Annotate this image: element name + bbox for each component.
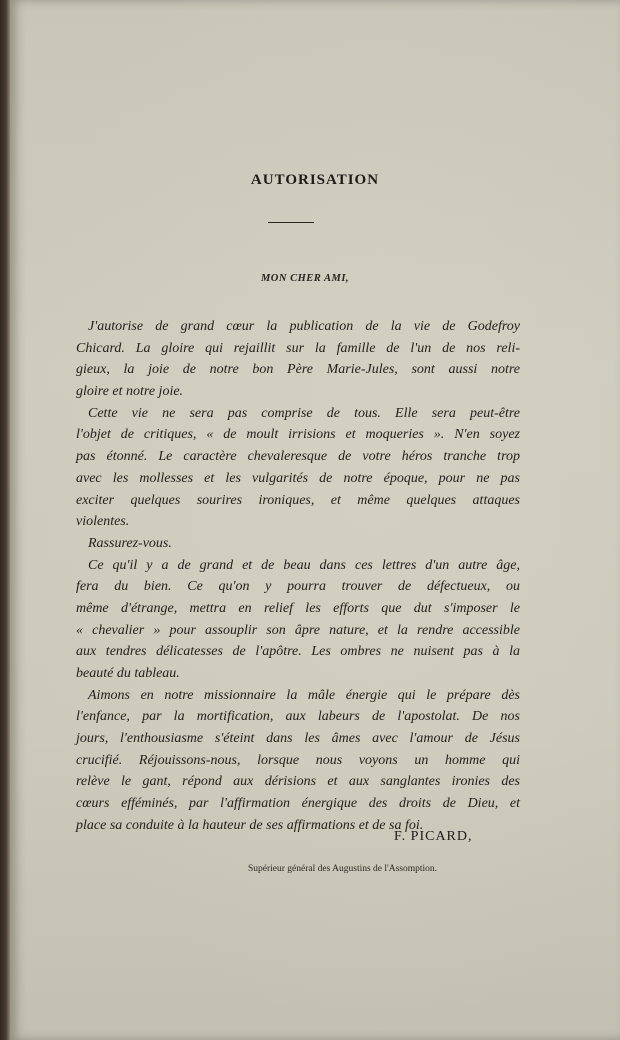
letter-line: avec les mollesses et les vulgarités de notre époque, pour ne pas (76, 470, 520, 486)
letter-body (76, 316, 520, 837)
letter-line: Aimons en notre missionnaire la mâle énergie qui le prépare dès (88, 687, 520, 703)
title-divider (268, 222, 314, 223)
letter-line: violentes. (76, 514, 130, 530)
signature: F. PICARD, (394, 829, 473, 844)
letter-line: Cette vie ne sera pas comprise de tous. Elle sera peut-être (88, 405, 520, 421)
letter-line: fera du bien. Ce qu'on y pourra trouver de défectueux, ou (76, 579, 520, 595)
letter-line: l'objet de critiques, « de moult irrisions et moqueries ». N'en soyez (76, 427, 520, 443)
letter-line: gieux, la joie de notre bon Père Marie-Jules, sont aussi notre (76, 362, 520, 378)
letter-line: même d'étrange, mettra en relief les efforts que dut s'imposer le (76, 600, 520, 616)
book-page (10, 0, 620, 1040)
letter-line: exciter quelques sourires ironiques, et même quelques attaques (76, 492, 520, 508)
letter-line: jours, l'enthousiasme s'éteint dans les âmes avec l'amour de Jésus (76, 731, 520, 747)
letter-line: gloire et notre joie. (76, 384, 184, 400)
letter-line: aux tendres délicatesses de l'apôtre. Les ombres ne nuisent pas à la (76, 644, 520, 660)
letter-line: « chevalier » pour assouplir son âpre nature, et la rendre accessible (76, 622, 520, 638)
letter-line: Chicard. La gloire qui rejaillit sur la famille de l'un de nos reli- (76, 340, 520, 356)
letter-line: place sa conduite à la hauteur de ses affirmations et de sa foi. (76, 817, 424, 833)
signature-title: Supérieur général des Augustins de l'Assomption. (248, 864, 438, 874)
letter-line: pas étonné. Le caractère chevaleresque de votre héros tranche trop (76, 449, 520, 465)
letter-line: relève le gant, répond aux dérisions et aux sanglantes ironies des (76, 774, 520, 790)
letter-line: l'enfance, par la mortification, aux labeurs de l'apostolat. De nos (76, 709, 520, 725)
letter-line: cœurs efféminés, par l'affirmation énergique des droits de Dieu, et (76, 796, 520, 812)
letter-line: J'autorise de grand cœur la publication de la vie de Godefroy (88, 319, 520, 334)
page-title: AUTORISATION (250, 172, 380, 188)
letter-line: beauté du tableau. (76, 666, 180, 681)
salutation: MON CHER AMI, (260, 273, 350, 284)
letter-line: Rassurez-vous. (88, 535, 172, 551)
letter-line: crucifié. Réjouissons-nous, lorsque nous voyons un homme qui (76, 752, 520, 768)
letter-line: Ce qu'il y a de grand et de beau dans ces lettres d'un autre âge, (88, 557, 520, 573)
